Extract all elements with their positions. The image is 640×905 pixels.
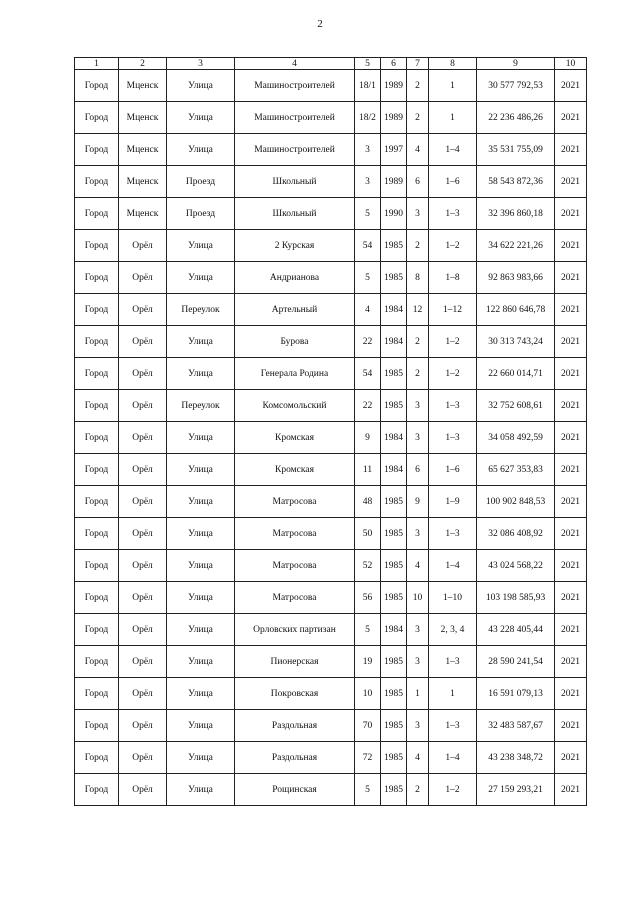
lift-count-cell: 4 [407, 134, 429, 166]
street-name-cell: Бурова [235, 326, 355, 358]
year-cell: 2021 [555, 230, 587, 262]
lift-count-cell: 6 [407, 454, 429, 486]
street-name-cell: Кромская [235, 422, 355, 454]
settlement-name-cell: Орёл [119, 646, 167, 678]
table-row [75, 422, 587, 454]
settlement-name-cell: Орёл [119, 358, 167, 390]
year-cell: 2021 [555, 614, 587, 646]
table-row [75, 646, 587, 678]
year-cell: 2021 [555, 486, 587, 518]
column-header: 3 [167, 58, 235, 70]
street-type-cell: Улица [167, 326, 235, 358]
street-type-cell: Улица [167, 710, 235, 742]
settlement-name-cell: Мценск [119, 70, 167, 102]
year-cell: 2021 [555, 774, 587, 806]
year-built-cell: 1985 [381, 262, 407, 294]
year-cell: 2021 [555, 550, 587, 582]
settlement-name-cell: Орёл [119, 774, 167, 806]
settlement-type-cell: Город [75, 550, 119, 582]
settlement-type-cell: Город [75, 614, 119, 646]
street-type-cell: Улица [167, 486, 235, 518]
settlement-type-cell: Город [75, 646, 119, 678]
street-type-cell: Улица [167, 550, 235, 582]
lift-numbers-cell: 1 [429, 102, 477, 134]
year-built-cell: 1985 [381, 486, 407, 518]
street-name-cell: Пионерская [235, 646, 355, 678]
house-number-cell: 3 [355, 166, 381, 198]
table-row [75, 742, 587, 774]
year-built-cell: 1997 [381, 134, 407, 166]
street-type-cell: Проезд [167, 166, 235, 198]
street-type-cell: Улица [167, 70, 235, 102]
house-number-cell: 72 [355, 742, 381, 774]
settlement-name-cell: Орёл [119, 518, 167, 550]
street-name-cell: Андрианова [235, 262, 355, 294]
settlement-name-cell: Орёл [119, 582, 167, 614]
table-header [75, 58, 587, 70]
table-row [75, 678, 587, 710]
year-built-cell: 1985 [381, 742, 407, 774]
settlement-name-cell: Орёл [119, 742, 167, 774]
year-cell: 2021 [555, 454, 587, 486]
lift-numbers-cell: 1–6 [429, 166, 477, 198]
settlement-type-cell: Город [75, 710, 119, 742]
settlement-type-cell: Город [75, 518, 119, 550]
cost-cell: 65 627 353,83 [477, 454, 555, 486]
lift-numbers-cell: 2, 3, 4 [429, 614, 477, 646]
year-built-cell: 1989 [381, 102, 407, 134]
lift-numbers-cell: 1–2 [429, 230, 477, 262]
settlement-name-cell: Орёл [119, 710, 167, 742]
lift-numbers-cell: 1 [429, 70, 477, 102]
settlement-type-cell: Город [75, 454, 119, 486]
column-header: 7 [407, 58, 429, 70]
lift-numbers-cell: 1–2 [429, 358, 477, 390]
lift-count-cell: 3 [407, 518, 429, 550]
year-built-cell: 1984 [381, 422, 407, 454]
house-number-cell: 4 [355, 294, 381, 326]
street-name-cell: Генерала Родина [235, 358, 355, 390]
lift-count-cell: 10 [407, 582, 429, 614]
page-number: 2 [317, 18, 323, 30]
lift-count-cell: 3 [407, 422, 429, 454]
settlement-name-cell: Орёл [119, 678, 167, 710]
settlement-type-cell: Город [75, 358, 119, 390]
lift-count-cell: 4 [407, 742, 429, 774]
lift-numbers-cell: 1–9 [429, 486, 477, 518]
year-cell: 2021 [555, 646, 587, 678]
cost-cell: 32 752 608,61 [477, 390, 555, 422]
street-type-cell: Улица [167, 646, 235, 678]
year-cell: 2021 [555, 166, 587, 198]
street-name-cell: Матросова [235, 486, 355, 518]
street-name-cell: Рощинская [235, 774, 355, 806]
settlement-name-cell: Орёл [119, 326, 167, 358]
lift-count-cell: 8 [407, 262, 429, 294]
year-built-cell: 1985 [381, 646, 407, 678]
settlement-type-cell: Город [75, 198, 119, 230]
lift-numbers-cell: 1–3 [429, 390, 477, 422]
lift-numbers-cell: 1–3 [429, 646, 477, 678]
year-cell: 2021 [555, 198, 587, 230]
column-header: 1 [75, 58, 119, 70]
cost-cell: 22 660 014,71 [477, 358, 555, 390]
settlement-type-cell: Город [75, 326, 119, 358]
cost-cell: 30 577 792,53 [477, 70, 555, 102]
settlement-name-cell: Мценск [119, 102, 167, 134]
street-name-cell: Покровская [235, 678, 355, 710]
house-number-cell: 19 [355, 646, 381, 678]
lift-numbers-cell: 1–6 [429, 454, 477, 486]
street-type-cell: Переулок [167, 294, 235, 326]
street-name-cell: Матросова [235, 582, 355, 614]
house-number-cell: 10 [355, 678, 381, 710]
settlement-name-cell: Мценск [119, 134, 167, 166]
year-cell: 2021 [555, 70, 587, 102]
lift-count-cell: 12 [407, 294, 429, 326]
lift-count-cell: 3 [407, 390, 429, 422]
settlement-name-cell: Орёл [119, 550, 167, 582]
year-built-cell: 1985 [381, 358, 407, 390]
house-number-cell: 11 [355, 454, 381, 486]
settlement-name-cell: Орёл [119, 422, 167, 454]
year-cell: 2021 [555, 678, 587, 710]
year-built-cell: 1984 [381, 454, 407, 486]
lift-numbers-cell: 1 [429, 678, 477, 710]
year-cell: 2021 [555, 710, 587, 742]
lift-count-cell: 3 [407, 710, 429, 742]
house-number-cell: 52 [355, 550, 381, 582]
street-name-cell: Раздольная [235, 742, 355, 774]
street-type-cell: Улица [167, 614, 235, 646]
house-number-cell: 48 [355, 486, 381, 518]
house-number-cell: 5 [355, 262, 381, 294]
table-row [75, 70, 587, 102]
year-cell: 2021 [555, 518, 587, 550]
settlement-type-cell: Город [75, 390, 119, 422]
settlement-name-cell: Орёл [119, 390, 167, 422]
settlement-type-cell: Город [75, 230, 119, 262]
column-header: 10 [555, 58, 587, 70]
lift-numbers-cell: 1–4 [429, 134, 477, 166]
year-built-cell: 1985 [381, 518, 407, 550]
street-name-cell: Школьный [235, 198, 355, 230]
settlement-name-cell: Мценск [119, 166, 167, 198]
lift-count-cell: 2 [407, 70, 429, 102]
year-built-cell: 1984 [381, 614, 407, 646]
lift-count-cell: 2 [407, 326, 429, 358]
cost-cell: 92 863 983,66 [477, 262, 555, 294]
lift-numbers-cell: 1–8 [429, 262, 477, 294]
street-name-cell: Машиностроителей [235, 134, 355, 166]
lift-numbers-cell: 1–3 [429, 518, 477, 550]
column-header: 6 [381, 58, 407, 70]
cost-cell: 34 622 221,26 [477, 230, 555, 262]
settlement-type-cell: Город [75, 582, 119, 614]
street-type-cell: Улица [167, 422, 235, 454]
settlement-name-cell: Орёл [119, 262, 167, 294]
lift-count-cell: 3 [407, 646, 429, 678]
year-built-cell: 1989 [381, 70, 407, 102]
house-number-cell: 3 [355, 134, 381, 166]
house-number-cell: 22 [355, 390, 381, 422]
cost-cell: 34 058 492,59 [477, 422, 555, 454]
house-number-cell: 54 [355, 358, 381, 390]
year-built-cell: 1985 [381, 582, 407, 614]
cost-cell: 22 236 486,26 [477, 102, 555, 134]
lift-count-cell: 1 [407, 678, 429, 710]
table-row [75, 326, 587, 358]
lift-numbers-cell: 1–2 [429, 326, 477, 358]
street-type-cell: Улица [167, 742, 235, 774]
street-type-cell: Улица [167, 774, 235, 806]
year-cell: 2021 [555, 582, 587, 614]
column-header: 8 [429, 58, 477, 70]
table-row [75, 358, 587, 390]
lift-numbers-cell: 1–3 [429, 198, 477, 230]
cost-cell: 35 531 755,09 [477, 134, 555, 166]
street-name-cell: Кромская [235, 454, 355, 486]
street-name-cell: Матросова [235, 518, 355, 550]
table-row [75, 198, 587, 230]
street-type-cell: Улица [167, 678, 235, 710]
settlement-type-cell: Город [75, 134, 119, 166]
street-type-cell: Улица [167, 518, 235, 550]
street-type-cell: Улица [167, 230, 235, 262]
lift-numbers-cell: 1–12 [429, 294, 477, 326]
settlement-type-cell: Город [75, 70, 119, 102]
year-built-cell: 1985 [381, 710, 407, 742]
table-row [75, 262, 587, 294]
lift-count-cell: 3 [407, 198, 429, 230]
house-number-cell: 5 [355, 614, 381, 646]
year-cell: 2021 [555, 134, 587, 166]
cost-cell: 32 396 860,18 [477, 198, 555, 230]
lift-numbers-cell: 1–4 [429, 742, 477, 774]
year-cell: 2021 [555, 294, 587, 326]
lift-numbers-cell: 1–3 [429, 710, 477, 742]
house-number-cell: 18/2 [355, 102, 381, 134]
table-row [75, 166, 587, 198]
lift-count-cell: 3 [407, 614, 429, 646]
cost-cell: 103 198 585,93 [477, 582, 555, 614]
year-cell: 2021 [555, 358, 587, 390]
year-cell: 2021 [555, 422, 587, 454]
settlement-type-cell: Город [75, 678, 119, 710]
year-cell: 2021 [555, 102, 587, 134]
street-type-cell: Улица [167, 582, 235, 614]
cost-cell: 43 024 568,22 [477, 550, 555, 582]
settlement-name-cell: Орёл [119, 294, 167, 326]
column-header: 4 [235, 58, 355, 70]
street-type-cell: Переулок [167, 390, 235, 422]
street-type-cell: Улица [167, 134, 235, 166]
house-number-cell: 56 [355, 582, 381, 614]
street-name-cell: Комсомольский [235, 390, 355, 422]
year-cell: 2021 [555, 742, 587, 774]
settlement-type-cell: Город [75, 422, 119, 454]
lift-count-cell: 2 [407, 230, 429, 262]
lift-numbers-cell: 1–2 [429, 774, 477, 806]
table-row [75, 614, 587, 646]
settlement-name-cell: Орёл [119, 614, 167, 646]
year-built-cell: 1985 [381, 390, 407, 422]
street-type-cell: Улица [167, 102, 235, 134]
year-built-cell: 1985 [381, 678, 407, 710]
cost-cell: 30 313 743,24 [477, 326, 555, 358]
street-type-cell: Улица [167, 454, 235, 486]
settlement-name-cell: Орёл [119, 486, 167, 518]
cost-cell: 27 159 293,21 [477, 774, 555, 806]
house-number-cell: 5 [355, 198, 381, 230]
street-type-cell: Проезд [167, 198, 235, 230]
lift-numbers-cell: 1–4 [429, 550, 477, 582]
column-header: 5 [355, 58, 381, 70]
table-row [75, 134, 587, 166]
street-name-cell: Матросова [235, 550, 355, 582]
lift-numbers-cell: 1–3 [429, 422, 477, 454]
street-name-cell: 2 Курская [235, 230, 355, 262]
table-row [75, 454, 587, 486]
settlement-name-cell: Мценск [119, 198, 167, 230]
street-name-cell: Машиностроителей [235, 70, 355, 102]
street-name-cell: Артельный [235, 294, 355, 326]
house-number-cell: 18/1 [355, 70, 381, 102]
table-row [75, 390, 587, 422]
lift-count-cell: 2 [407, 102, 429, 134]
street-name-cell: Раздольная [235, 710, 355, 742]
street-type-cell: Улица [167, 358, 235, 390]
table-row [75, 774, 587, 806]
house-number-cell: 22 [355, 326, 381, 358]
lift-numbers-cell: 1–10 [429, 582, 477, 614]
table-row [75, 294, 587, 326]
street-name-cell: Школьный [235, 166, 355, 198]
year-built-cell: 1984 [381, 294, 407, 326]
table-row [75, 582, 587, 614]
cost-cell: 32 483 587,67 [477, 710, 555, 742]
lift-count-cell: 2 [407, 358, 429, 390]
settlement-type-cell: Город [75, 294, 119, 326]
street-name-cell: Машиностроителей [235, 102, 355, 134]
house-number-cell: 54 [355, 230, 381, 262]
lift-count-cell: 6 [407, 166, 429, 198]
house-number-cell: 5 [355, 774, 381, 806]
settlement-type-cell: Город [75, 166, 119, 198]
table-row [75, 518, 587, 550]
cost-cell: 43 228 405,44 [477, 614, 555, 646]
header-row [75, 58, 587, 70]
year-cell: 2021 [555, 326, 587, 358]
house-number-cell: 9 [355, 422, 381, 454]
column-header: 9 [477, 58, 555, 70]
house-number-cell: 50 [355, 518, 381, 550]
table-row [75, 102, 587, 134]
cost-cell: 58 543 872,36 [477, 166, 555, 198]
year-built-cell: 1985 [381, 230, 407, 262]
lift-count-cell: 2 [407, 774, 429, 806]
cost-cell: 43 238 348,72 [477, 742, 555, 774]
settlement-type-cell: Город [75, 742, 119, 774]
year-built-cell: 1989 [381, 166, 407, 198]
settlement-type-cell: Город [75, 486, 119, 518]
year-built-cell: 1990 [381, 198, 407, 230]
cost-cell: 122 860 646,78 [477, 294, 555, 326]
table-row [75, 710, 587, 742]
year-built-cell: 1984 [381, 326, 407, 358]
settlement-type-cell: Город [75, 262, 119, 294]
cost-cell: 16 591 079,13 [477, 678, 555, 710]
lift-count-cell: 4 [407, 550, 429, 582]
year-built-cell: 1985 [381, 550, 407, 582]
cost-cell: 32 086 408,92 [477, 518, 555, 550]
lift-count-cell: 9 [407, 486, 429, 518]
cost-cell: 28 590 241,54 [477, 646, 555, 678]
table-row [75, 230, 587, 262]
house-number-cell: 70 [355, 710, 381, 742]
housing-registry-table [74, 57, 587, 806]
settlement-type-cell: Город [75, 774, 119, 806]
cost-cell: 100 902 848,53 [477, 486, 555, 518]
table-row [75, 486, 587, 518]
year-built-cell: 1985 [381, 774, 407, 806]
settlement-name-cell: Орёл [119, 230, 167, 262]
column-header: 2 [119, 58, 167, 70]
settlement-name-cell: Орёл [119, 454, 167, 486]
street-type-cell: Улица [167, 262, 235, 294]
table-body [75, 70, 587, 806]
table-row [75, 550, 587, 582]
year-cell: 2021 [555, 390, 587, 422]
street-name-cell: Орловских партизан [235, 614, 355, 646]
year-cell: 2021 [555, 262, 587, 294]
settlement-type-cell: Город [75, 102, 119, 134]
